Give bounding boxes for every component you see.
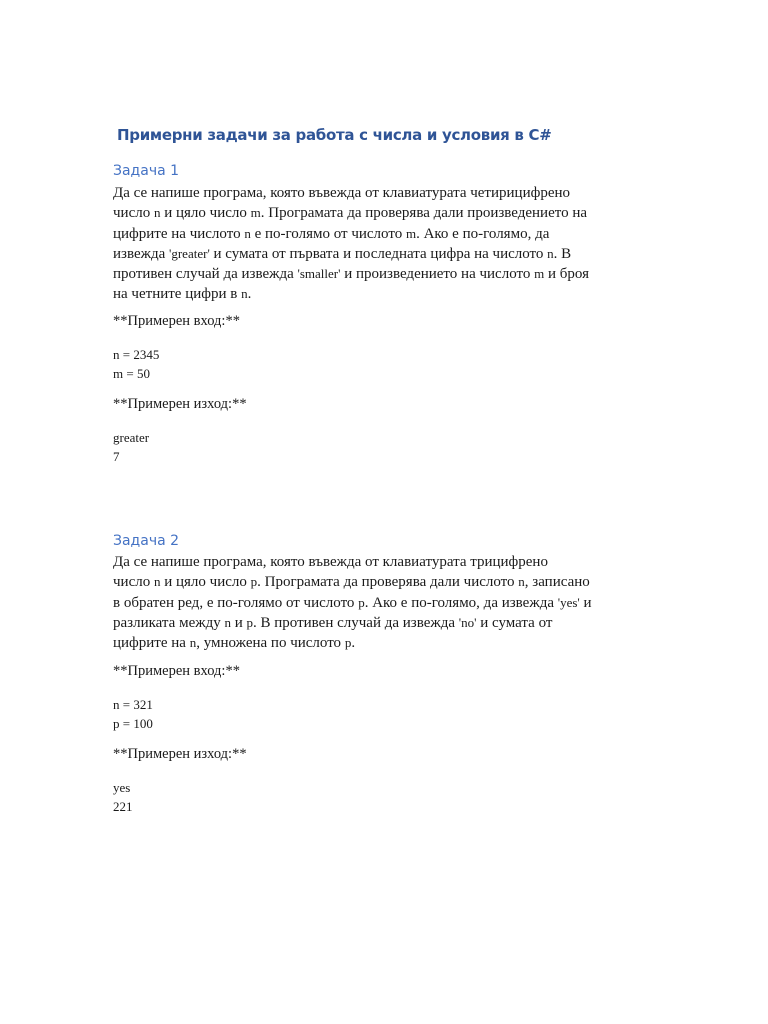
inline-code: n bbox=[518, 574, 525, 590]
input-line: m = 50 bbox=[113, 366, 150, 381]
task-1-line-2 bbox=[113, 203, 589, 223]
text-run: извежда bbox=[113, 245, 170, 262]
inline-code: m bbox=[534, 266, 545, 282]
inline-code: p bbox=[250, 574, 258, 590]
task-1-output-label: **Примерен изход:** bbox=[113, 396, 247, 412]
inline-code: n bbox=[153, 205, 161, 221]
inline-code: n bbox=[241, 286, 248, 302]
output-line: yes bbox=[113, 780, 131, 795]
task-2-output-block bbox=[113, 778, 133, 816]
task-2-input-label: **Примерен вход:** bbox=[113, 663, 240, 679]
text-run: . Програмата да проверява дали произведението на bbox=[260, 205, 588, 222]
text-run: Да се напише програма, която въвежда от клавиатурата трицифрено bbox=[113, 554, 548, 570]
task-1-line-6 bbox=[113, 284, 589, 304]
inline-code: 'yes' bbox=[557, 594, 580, 610]
text-run: число bbox=[113, 205, 154, 222]
text-run: разликата между bbox=[113, 614, 225, 631]
task-1-line-3 bbox=[113, 224, 589, 244]
text-run: и цяло число bbox=[160, 574, 251, 591]
output-line: greater bbox=[113, 430, 150, 445]
text-run: и bbox=[230, 614, 247, 631]
text-run: е по-голямо от числото bbox=[250, 225, 406, 242]
text-run: , записано bbox=[524, 574, 590, 591]
task-1-description bbox=[113, 184, 589, 305]
output-line: 7 bbox=[113, 449, 120, 464]
task-1-input-block bbox=[113, 345, 159, 383]
text-run: противен случай да извежда bbox=[113, 266, 298, 283]
task-2-output-label: **Примерен изход:** bbox=[113, 746, 247, 762]
text-run: на четните цифри в bbox=[113, 286, 242, 303]
text-run: и сумата от първата и последната цифра на числото bbox=[209, 245, 548, 262]
task-2-line-2 bbox=[113, 572, 592, 592]
task-1-heading: Задача 1 bbox=[113, 163, 180, 179]
text-run: и bbox=[579, 594, 592, 611]
task-2-line-5 bbox=[113, 633, 592, 653]
text-run: в обратен ред, е по-голямо от числото bbox=[113, 594, 359, 611]
text-run: . Програмата да проверява дали числото bbox=[257, 574, 519, 591]
text-run: и цяло число bbox=[160, 205, 251, 222]
text-run: и сумата от bbox=[476, 614, 553, 631]
task-2-line-1 bbox=[113, 553, 592, 572]
text-run: , умножена по числото bbox=[196, 635, 345, 652]
text-run: . В bbox=[553, 245, 572, 262]
text-run: и броя bbox=[544, 266, 590, 283]
inline-code: 'greater' bbox=[169, 245, 210, 261]
input-line: p = 100 bbox=[113, 716, 153, 731]
task-1-line-5 bbox=[113, 264, 589, 284]
inline-code: n bbox=[189, 635, 197, 651]
task-2-line-3 bbox=[113, 593, 592, 613]
text-run: . Ако е по-голямо, да извежда bbox=[364, 594, 558, 611]
text-run: . bbox=[351, 635, 356, 652]
task-1-line-4 bbox=[113, 244, 589, 264]
text-run: . В противен случай да извежда bbox=[253, 614, 459, 631]
task-2-description bbox=[113, 553, 592, 653]
inline-code: m bbox=[405, 225, 417, 241]
task-1-output-block bbox=[113, 428, 149, 466]
text-run: и произведението на числото bbox=[340, 266, 535, 283]
inline-code: p bbox=[344, 635, 352, 651]
text-run: цифрите на bbox=[113, 635, 190, 652]
inline-code: p bbox=[358, 594, 365, 610]
inline-code: n bbox=[153, 574, 161, 590]
task-2-line-4 bbox=[113, 613, 592, 633]
inline-code: n bbox=[244, 225, 251, 241]
document-title: Примерни задачи за работа с числа и условия в C# bbox=[117, 126, 552, 144]
inline-code: n bbox=[224, 614, 231, 630]
inline-code: m bbox=[250, 205, 261, 221]
output-line: 221 bbox=[113, 799, 133, 814]
inline-code: n bbox=[547, 245, 554, 261]
text-run: . Ако е по-голямо, да bbox=[416, 225, 550, 242]
input-line: n = 321 bbox=[113, 697, 153, 712]
task-2-heading: Задача 2 bbox=[113, 533, 180, 549]
task-1-line-1 bbox=[113, 184, 589, 203]
inline-code: p bbox=[246, 614, 253, 630]
input-line: n = 2345 bbox=[113, 347, 160, 362]
text-run: число bbox=[113, 574, 154, 591]
text-run: Да се напише програма, която въвежда от клавиатурата четирицифрено bbox=[113, 185, 571, 201]
task-1-input-label: **Примерен вход:** bbox=[113, 313, 240, 329]
inline-code: 'smaller' bbox=[297, 266, 341, 282]
text-run: . bbox=[247, 286, 252, 303]
text-run: цифрите на числото bbox=[113, 225, 245, 242]
inline-code: 'no' bbox=[458, 614, 477, 630]
task-2-input-block bbox=[113, 695, 153, 733]
